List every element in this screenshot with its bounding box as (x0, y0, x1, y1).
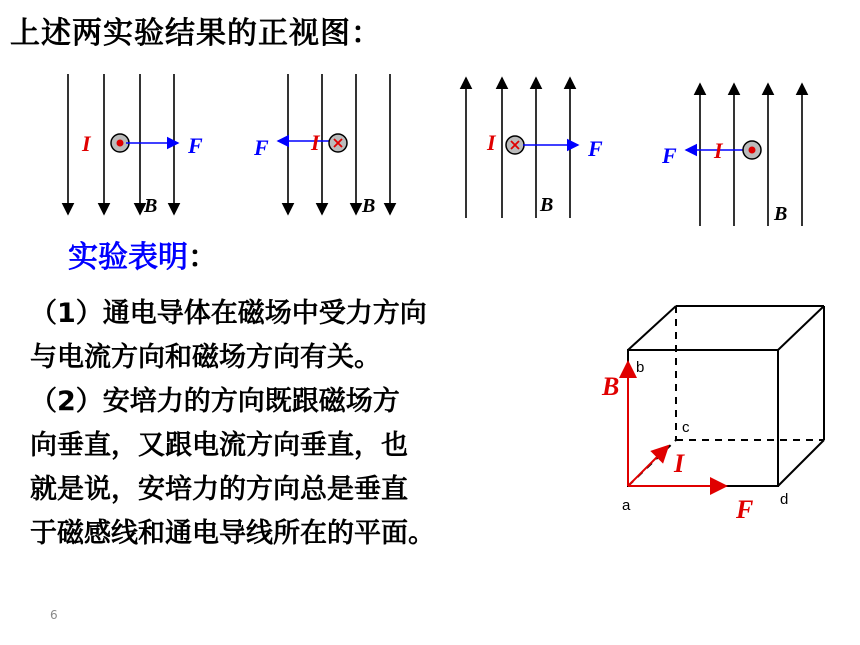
point-2-line-2: 向垂直，又跟电流方向垂直，也 (30, 430, 408, 461)
conclusion-heading-text: 实验表明 (68, 240, 188, 275)
point-2-line-1: （2）安培力的方向既跟磁场方 (30, 386, 400, 417)
force-label: F (254, 135, 269, 160)
force-label: F (662, 143, 677, 168)
current-label: I (311, 130, 320, 155)
cube-diagram (596, 296, 836, 536)
force-label: F (188, 133, 203, 158)
vertex-a-label: a (622, 497, 631, 514)
vertex-b-label: b (636, 359, 645, 376)
field-label: B (774, 203, 788, 225)
point-2-line-4: 于磁感线和通电导线所在的平面。 (30, 518, 435, 549)
F-label: F (736, 495, 754, 524)
vertex-c-label: c (682, 419, 690, 436)
diagram-4 (660, 76, 860, 236)
B-label: B (602, 372, 620, 401)
vertex-d-label: d (780, 491, 789, 508)
point-1-line-1: （1）通电导体在磁场中受力方向 (30, 298, 427, 329)
current-label: I (487, 130, 496, 155)
current-label: I (82, 131, 91, 156)
force-label: F (588, 136, 603, 161)
point-2-line-3: 就是说，安培力的方向总是垂直 (30, 474, 408, 505)
field-label: B (362, 195, 376, 217)
current-label: I (714, 138, 723, 163)
slide-number: 6 (50, 608, 58, 622)
I-arrow (628, 446, 668, 486)
field-label: B (540, 194, 554, 216)
point-1-line-2: 与电流方向和磁场方向有关。 (30, 342, 381, 373)
diagram-1 (50, 68, 250, 228)
conclusion-heading (68, 232, 218, 276)
conclusion-heading-colon: ： (188, 240, 218, 275)
diagram-3 (440, 68, 640, 228)
diagram-2 (250, 68, 450, 228)
page-title: 上述两实验结果的正视图： (10, 16, 382, 51)
conclusion-body (30, 292, 610, 556)
I-label: I (674, 449, 685, 478)
field-label: B (144, 195, 158, 217)
